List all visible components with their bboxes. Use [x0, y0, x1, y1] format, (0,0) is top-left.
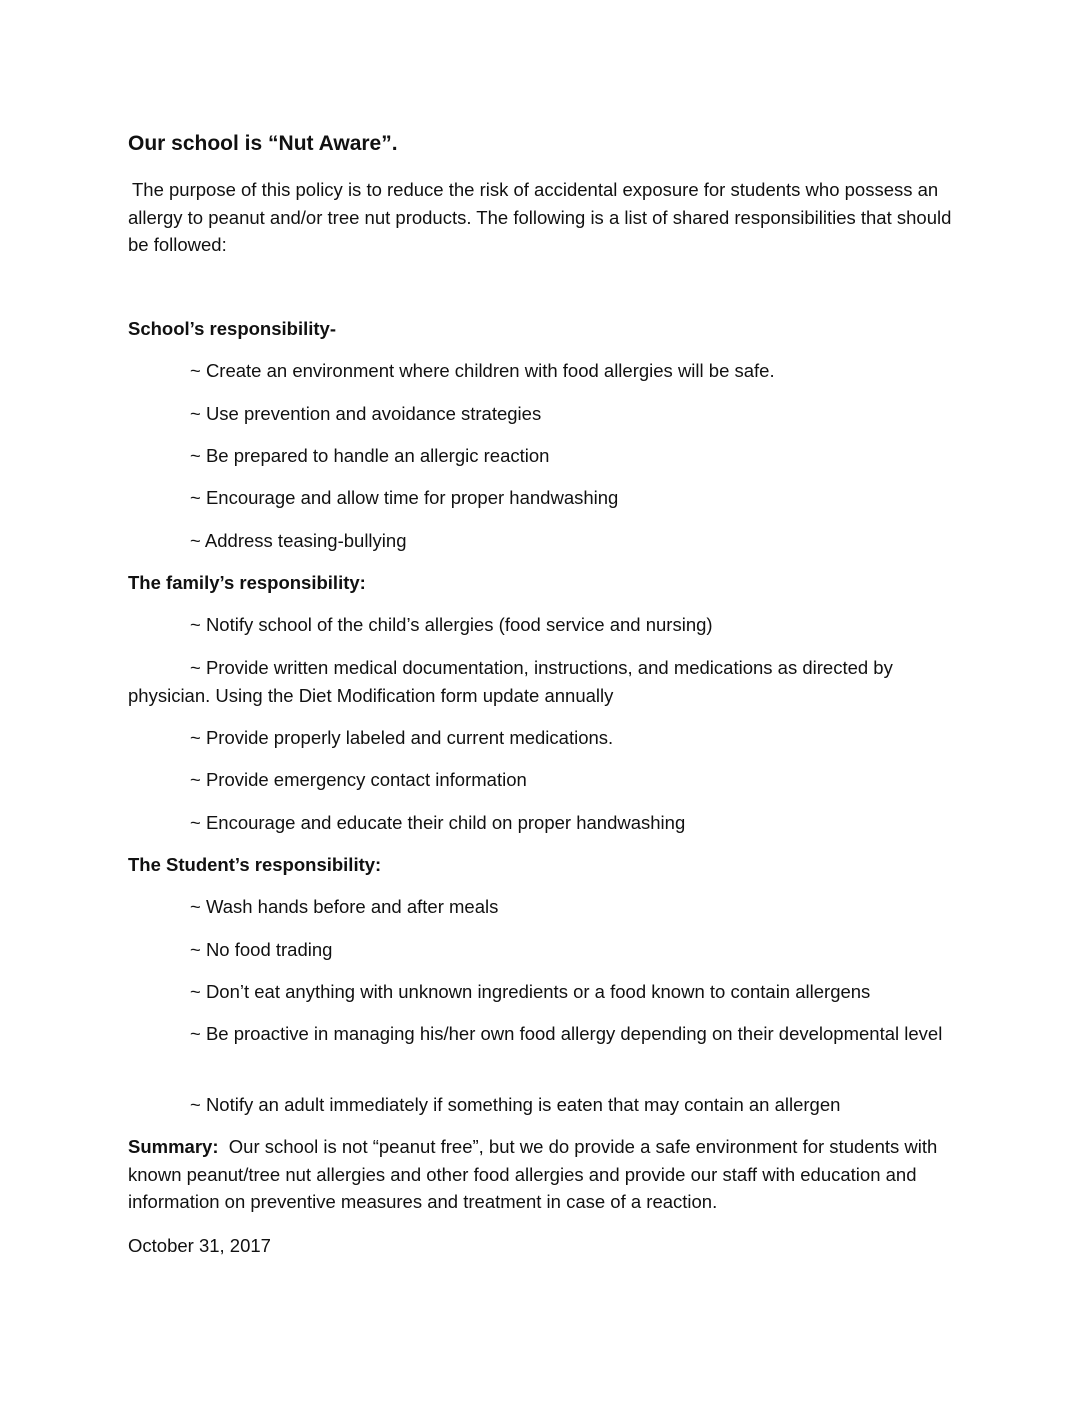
student-item-1: ~ Wash hands before and after meals — [190, 896, 499, 917]
intro-paragraph: The purpose of this policy is to reduce the risk of accidental exposure for students who possess an allergy to peanut and/or tree nut products. The following is a list of shared responsibilities that should be followed: — [128, 179, 952, 255]
student-item-5: ~ Notify an adult immediately if something is eaten that may contain an allergen — [190, 1094, 841, 1115]
family-responsibility-heading: The family’s responsibility: — [128, 572, 366, 593]
family-item-5: ~ Encourage and educate their child on proper handwashing — [190, 812, 686, 833]
school-item-5: ~ Address teasing-bullying — [190, 530, 407, 551]
family-item-4: ~ Provide emergency contact information — [190, 769, 527, 790]
family-item-3: ~ Provide properly labeled and current medications. — [190, 727, 614, 748]
school-item-1: ~ Create an environment where children with food allergies will be safe. — [190, 360, 775, 381]
student-item-2: ~ No food trading — [190, 939, 333, 960]
document-date: October 31, 2017 — [128, 1235, 271, 1256]
school-item-2: ~ Use prevention and avoidance strategies — [190, 403, 542, 424]
school-item-3: ~ Be prepared to handle an allergic reaction — [190, 445, 550, 466]
family-item-1: ~ Notify school of the child’s allergies (food service and nursing) — [190, 614, 713, 635]
student-item-4: ~ Be proactive in managing his/her own food allergy depending on their developmental level — [190, 1023, 943, 1044]
summary-text: Our school is not “peanut free”, but we do provide a safe environment for students with known peanut/tree nut allergies and other food allergies and provide our staff with education and information on preventive measures and treatment in case of a reaction. — [128, 1136, 938, 1212]
school-responsibility-heading: School’s responsibility- — [128, 318, 336, 339]
summary-paragraph — [128, 1133, 973, 1216]
page-title: Our school is “Nut Aware”. — [128, 132, 398, 155]
family-item-2: ~ Provide written medical documentation, instructions, and medications as directed by physician. Using the Diet Modification form update annually — [128, 657, 893, 706]
school-item-4: ~ Encourage and allow time for proper handwashing — [190, 487, 619, 508]
student-item-3: ~ Don’t eat anything with unknown ingredients or a food known to contain allergens — [190, 981, 871, 1002]
summary-label: Summary: — [128, 1136, 219, 1157]
student-responsibility-heading: The Student’s responsibility: — [128, 854, 382, 875]
